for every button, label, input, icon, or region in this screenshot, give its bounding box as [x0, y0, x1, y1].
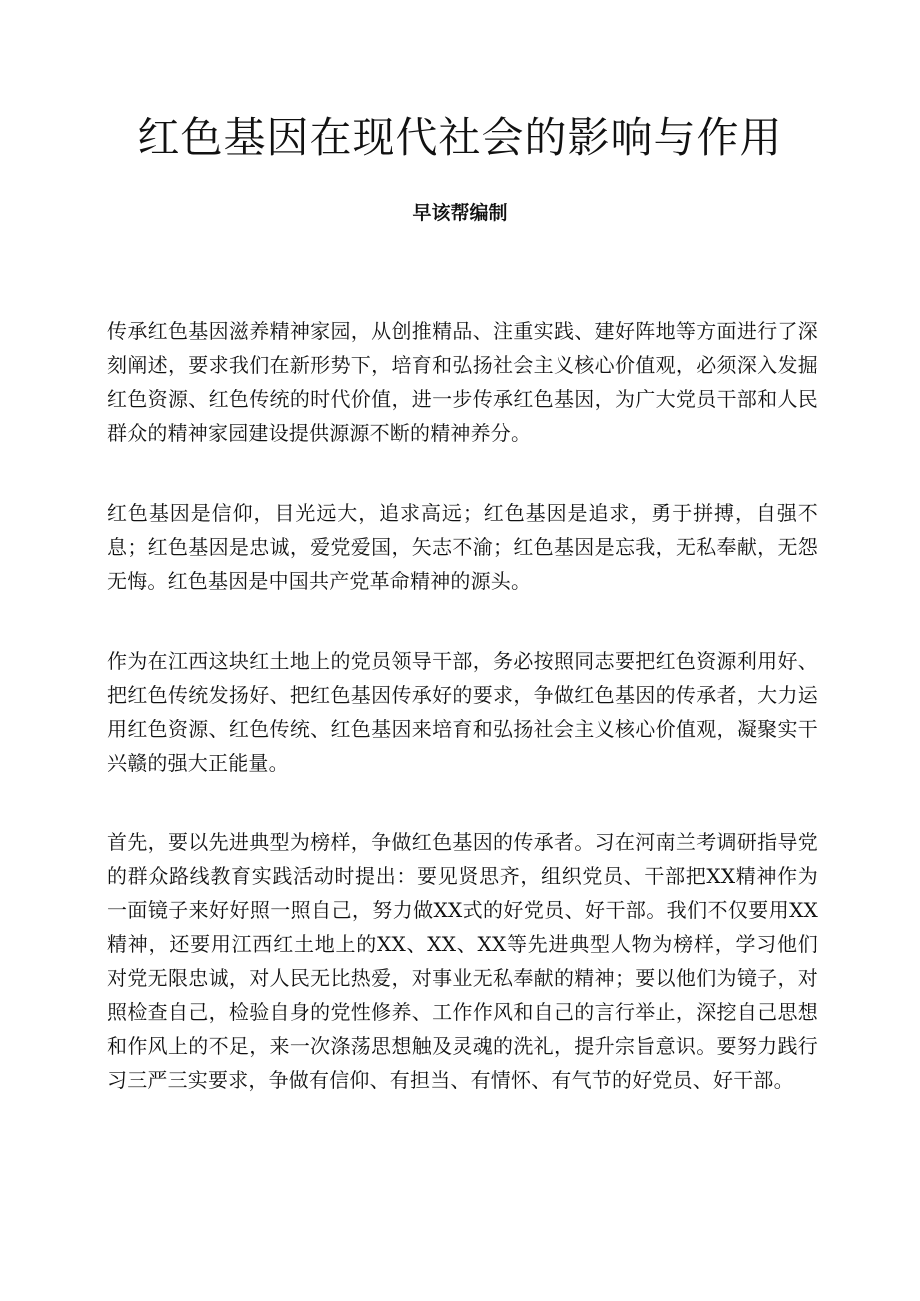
paragraph-2: 红色基因是信仰，目光远大，追求高远；红色基因是追求，勇于拼搏，自强不息；红色基因是忠诚，爱党爱国，矢志不渝；红色基因是忘我，无私奉献，无怨无悔。红色基因是中国共产党革命精神的源头。 [107, 501, 818, 593]
paragraph-4: 首先，要以先进典型为榜样，争做红色基因的传承者。习在河南兰考调研指导党的群众路线教育实践活动时提出：要见贤思齐，组织党员、干部把XX精神作为一面镜子来好好照一照自己，努力做XX式的好党员、好干部。我们不仅要用XX精神，还要用江西红土地上的XX、XX、XX等先进典型人物为榜样，学习他们对党无限忠诚，对人民无比热爱，对事业无私奉献的精神；要以他们为镜子，对照检查自己，检验自身的党性修养、工作作风和自己的言行举止，深挖自己思想和作风上的不足，来一次涤荡思想触及灵魂的洗礼，提升宗旨意识。要努力践行习三严三实要求，争做有信仰、有担当、有情怀、有气节的好党员、好干部。 [107, 830, 818, 1092]
paragraph-3: 作为在江西这块红土地上的党员领导干部，务必按照同志要把红色资源利用好、把红色传统发扬好、把红色基因传承好的要求，争做红色基因的传承者，大力运用红色资源、红色传统、红色基因来培育和弘扬社会主义核心价值观，凝聚实干兴赣的强大正能量。 [107, 649, 818, 775]
paragraph-1: 传承红色基因滋养精神家园，从创推精品、注重实践、建好阵地等方面进行了深刻阐述，要求我们在新形势下，培育和弘扬社会主义核心价值观，必须深入发掘红色资源、红色传统的时代价值，进一步传承红色基因，为广大党员干部和人民群众的精神家园建设提供源源不断的精神养分。 [107, 319, 818, 445]
document-author: 早该帮编制 [412, 202, 508, 224]
document-title: 红色基因在现代社会的影响与作用 [137, 113, 783, 162]
